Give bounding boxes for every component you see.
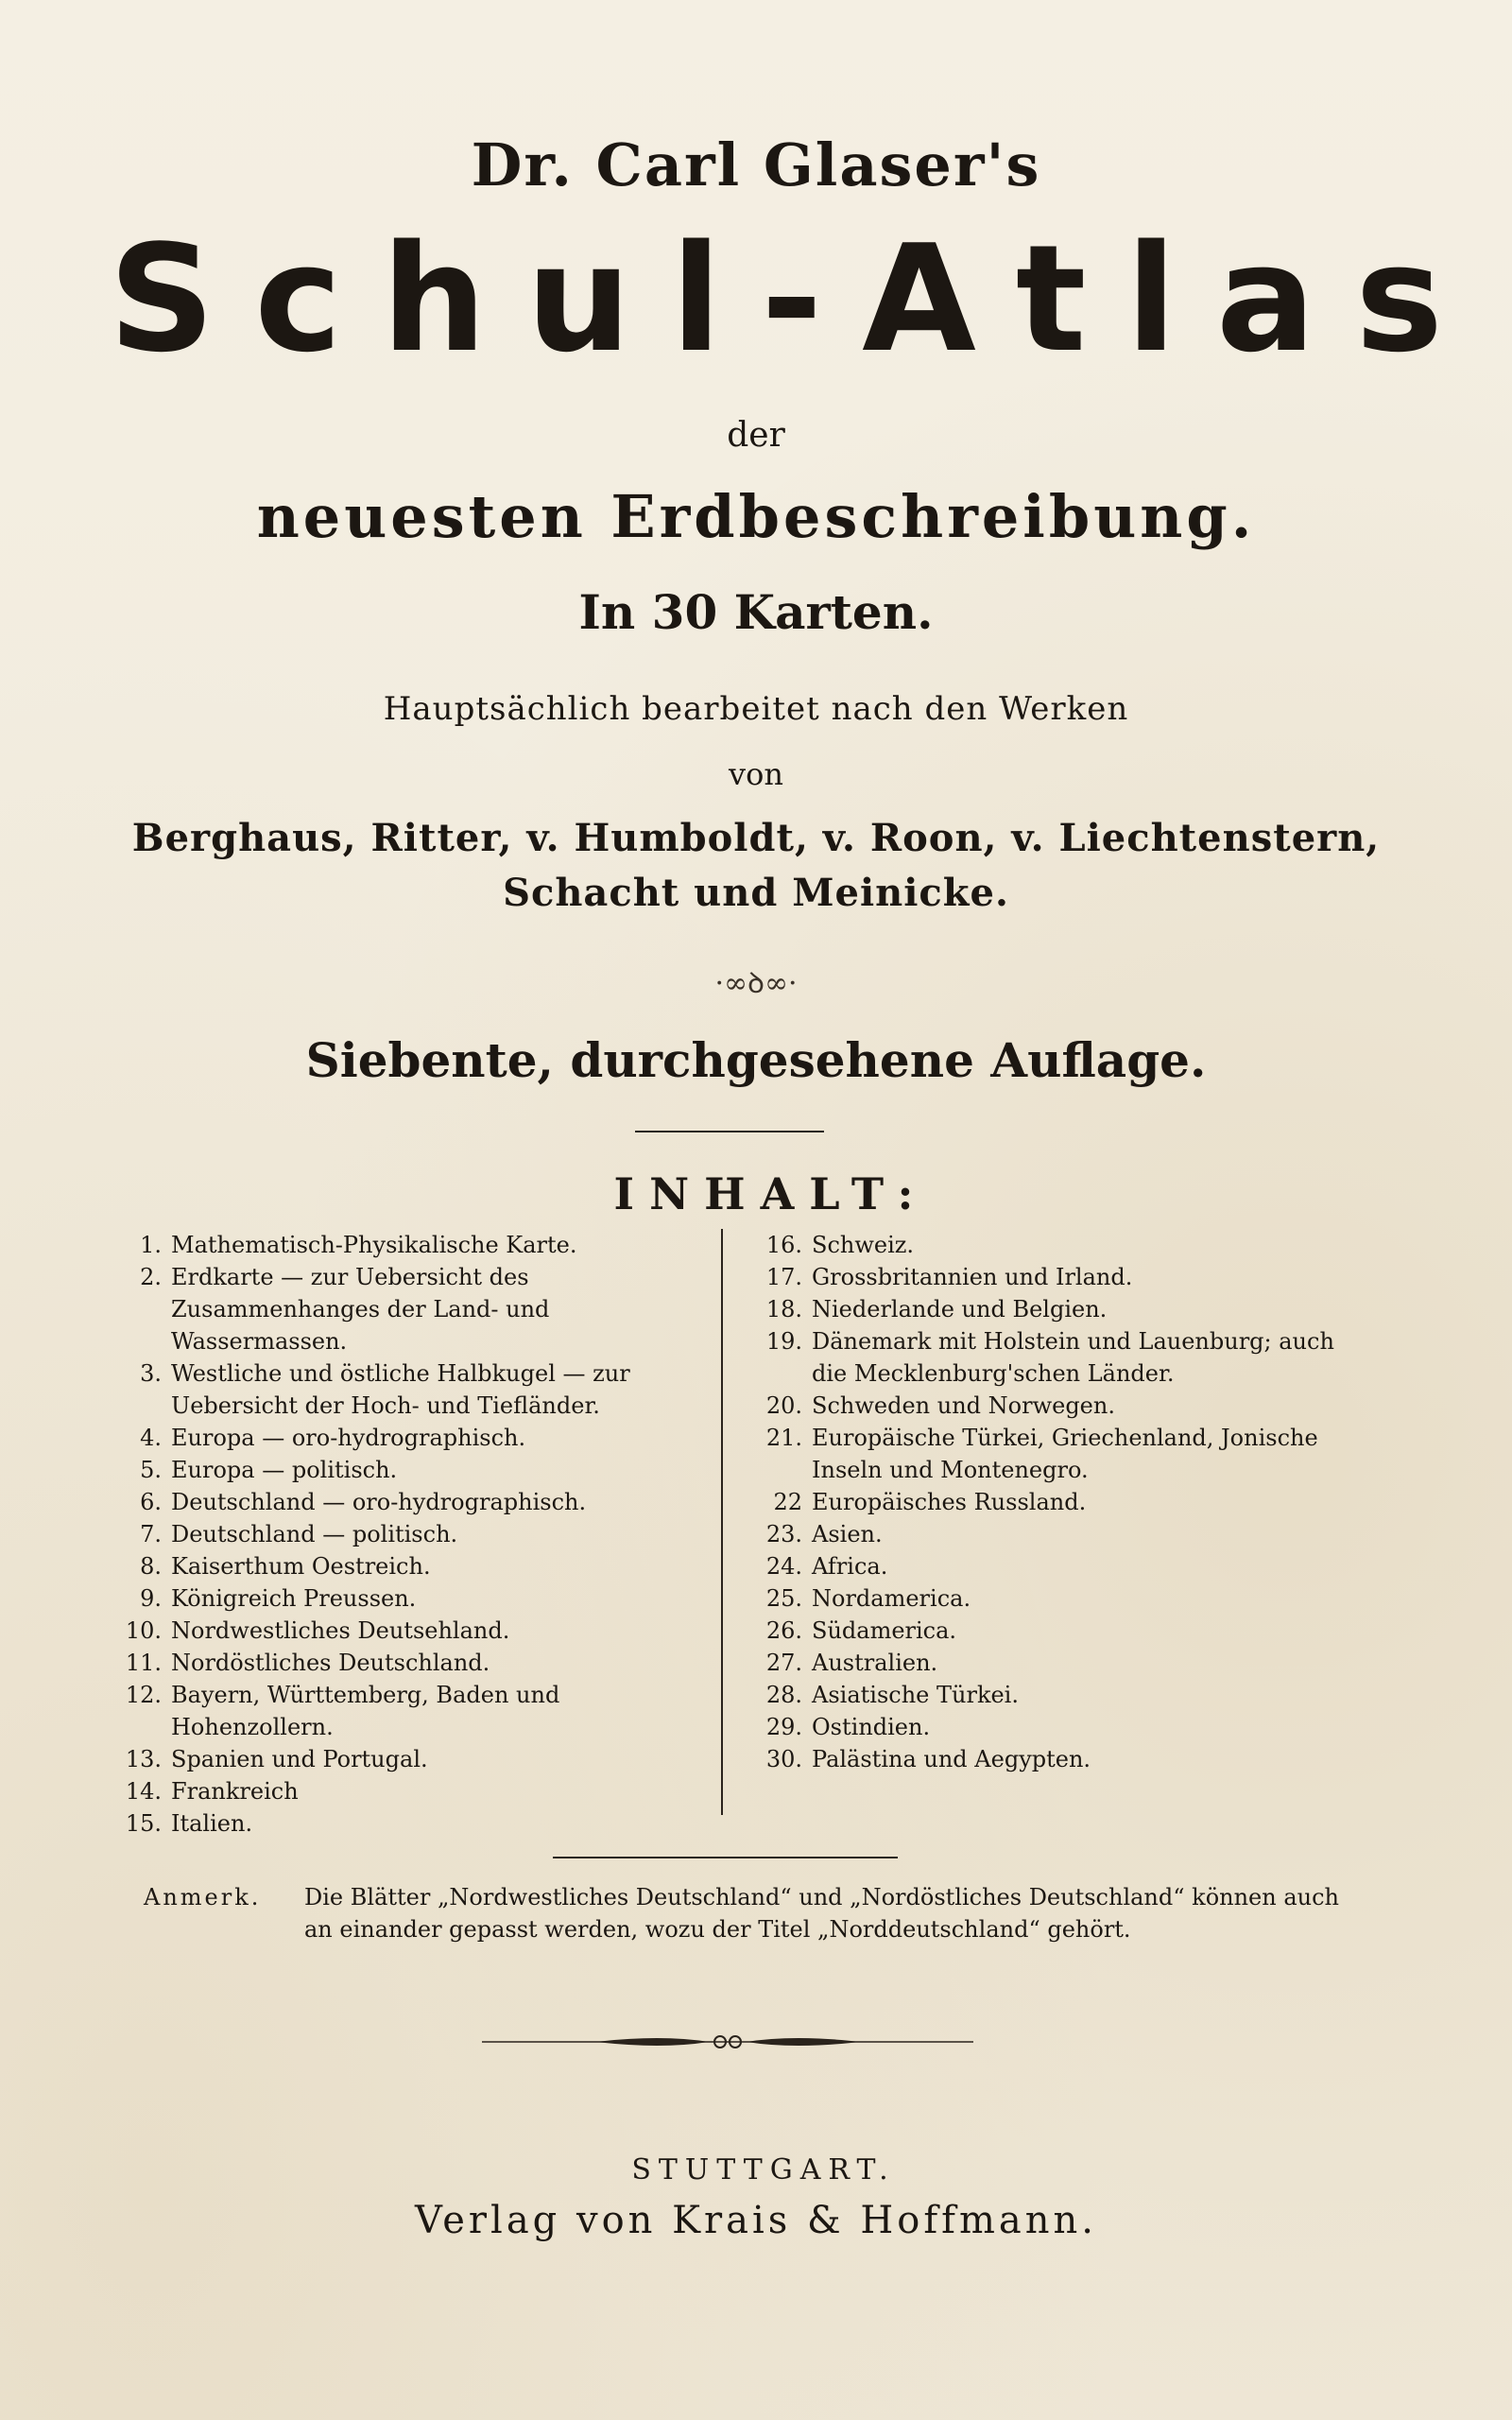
entry-title: Schweiz. [812,1232,915,1258]
edition-line: Siebente, durchgesehene Auflage. [305,1032,1207,1088]
entry-title: Bayern, Württemberg, Baden und Hohenzollern. [171,1682,560,1740]
entry-number: 17. [765,1264,802,1290]
von-line: von [729,756,783,792]
entry-title: Europa — oro-hydrographisch. [171,1425,526,1451]
entry-number: 16. [765,1232,802,1258]
contents-entry [749,1486,1337,1518]
contents-entry [109,1550,704,1582]
ornamental-rule-icon [482,2031,973,2053]
entry-title: Erdkarte — zur Uebersicht des Zusammenhanges der Land- und Wassermassen. [171,1264,550,1355]
entry-title: Frankreich [171,1778,299,1805]
divider-rule [553,1857,898,1858]
entry-title: Italien. [171,1810,253,1837]
entry-title: Kaiserthum Oestreich. [171,1553,431,1580]
based-on-line: Hauptsächlich bearbeitet nach den Werken [383,690,1129,728]
contents-entry [749,1647,1337,1679]
contents-entry [109,1357,704,1422]
entry-number: 14. [125,1778,162,1805]
entry-title: Africa. [812,1553,888,1580]
entry-number: 22 [773,1489,802,1515]
contents-entry [749,1325,1337,1390]
entry-title: Asien. [812,1521,883,1547]
entry-title: Palästina und Aegypten. [812,1746,1091,1772]
entry-number: 13. [125,1746,162,1772]
entry-title: Südamerica. [812,1617,957,1644]
entry-number: 9. [140,1585,162,1612]
contents-entry [109,1775,704,1807]
entry-number: 10. [125,1617,162,1644]
contents-entry [109,1615,704,1647]
entry-number: 3. [140,1360,162,1387]
entry-title: Grossbritannien und Irland. [812,1264,1133,1290]
contents-entry [749,1261,1337,1293]
contents-entry [109,1743,704,1775]
entry-number: 23. [765,1521,802,1547]
entry-number: 29. [765,1714,802,1740]
contents-entry [109,1679,704,1743]
contents-entry [109,1518,704,1550]
entry-title: Dänemark mit Holstein und Lauenburg; auch die Mecklenburg'schen Länder. [812,1328,1334,1387]
contents-entry [749,1550,1337,1582]
entry-title: Schweden und Norwegen. [812,1392,1115,1419]
subtitle: neuesten Erdbeschreibung. [256,482,1256,551]
contents-entry [749,1615,1337,1647]
entry-number: 8. [140,1553,162,1580]
entry-title: Ostindien. [812,1714,931,1740]
imprint-publisher: Verlag von Krais & Hoffmann. [415,2199,1097,2242]
entry-title: Australien. [812,1650,938,1676]
contents-entry [109,1229,704,1261]
contents-entry [109,1486,704,1518]
map-count: In 30 Karten. [578,584,934,640]
entry-number: 11. [125,1650,162,1676]
ornament-divider: ·∞ꝺ∞· [714,967,798,1000]
remark-text: Die Blätter „Nordwestliches Deutschland“ und „Nordöstliches Deutschland“ können auch an einander gepasst werden, wozu der Titel „Norddeutschland“ gehört. [304,1884,1340,1943]
source-authors: Berghaus, Ritter, v. Humboldt, v. Roon, v. Liechtenstern, Schacht und Meinicke. [131,816,1381,915]
contents-column-left [109,1229,723,1837]
imprint-city: STUTTGART. [631,2153,896,2187]
entry-title: Westliche und östliche Halbkugel — zur Uebersicht der Hoch- und Tiefländer. [171,1360,630,1419]
contents-entry [109,1454,704,1486]
remark-label: Anmerk. [144,1884,262,1910]
contents-entry [109,1422,704,1454]
contents-entry [749,1422,1337,1486]
contents-entry [109,1807,704,1840]
entry-title: Europäisches Russland. [812,1489,1087,1515]
entry-number: 28. [765,1682,802,1708]
table-of-contents [109,1229,1347,1837]
entry-title: Asiatische Türkei. [812,1682,1019,1708]
contents-entry [749,1711,1337,1743]
contents-entry [109,1647,704,1679]
entry-number: 27. [765,1650,802,1676]
entry-number: 21. [765,1425,802,1451]
entry-title: Europäische Türkei, Griechenland, Jonische Inseln und Montenegro. [812,1425,1318,1483]
entry-title: Mathematisch-Physikalische Karte. [171,1232,577,1258]
entry-number: 5. [140,1457,162,1483]
entry-title: Spanien und Portugal. [171,1746,428,1772]
entry-number: 25. [765,1585,802,1612]
contents-entry [749,1743,1337,1775]
entry-number: 2. [140,1264,162,1290]
entry-number: 26. [765,1617,802,1644]
atlas-title: Schul-Atlas [108,213,1484,385]
entry-title: Nordwestliches Deutsehland. [171,1617,510,1644]
entry-title: Königreich Preussen. [171,1585,417,1612]
entry-number: 12. [125,1682,162,1708]
entry-title: Nordöstliches Deutschland. [171,1650,490,1676]
contents-entry [109,1582,704,1615]
entry-title: Nordamerica. [812,1585,971,1612]
entry-number: 4. [140,1425,162,1451]
entry-number: 19. [765,1328,802,1355]
contents-heading: INHALT: [613,1168,929,1219]
entry-number: 7. [140,1521,162,1547]
entry-number: 1. [140,1232,162,1258]
contents-entry [749,1679,1337,1711]
contents-entry [749,1518,1337,1550]
author-line: Dr. Carl Glaser's [471,130,1041,199]
contents-column-right [723,1229,1337,1815]
entry-title: Deutschland — oro-hydrographisch. [171,1489,587,1515]
entry-number: 18. [765,1296,802,1322]
entry-number: 20. [765,1392,802,1419]
entry-number: 30. [765,1746,802,1772]
entry-title: Europa — politisch. [171,1457,398,1483]
contents-entry [749,1390,1337,1422]
entry-title: Niederlande und Belgien. [812,1296,1108,1322]
entry-number: 15. [125,1810,162,1837]
entry-number: 24. [765,1553,802,1580]
contents-entry [749,1293,1337,1325]
entry-number: 6. [140,1489,162,1515]
contents-entry [749,1229,1337,1261]
remark [144,1881,1353,1945]
contents-entry [109,1261,704,1357]
contents-entry [749,1582,1337,1615]
entry-title: Deutschland — politisch. [171,1521,458,1547]
connector-der: der [727,416,785,455]
divider-rule [635,1131,824,1132]
